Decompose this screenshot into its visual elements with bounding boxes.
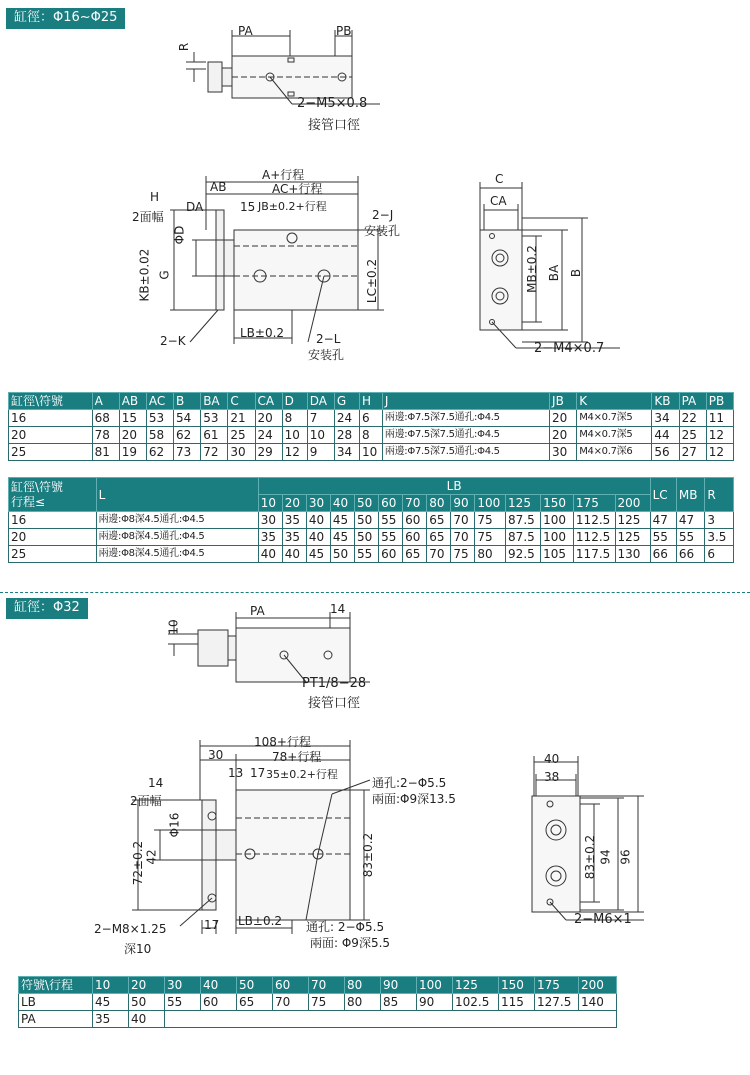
table-cell: M4×0.7深6 — [577, 444, 652, 461]
dim-ac-label: AC+行程 — [272, 182, 323, 196]
dim-83-label: 83±0.2 — [361, 832, 376, 878]
spec-table-2 — [8, 477, 734, 563]
table-cell: 8 — [282, 410, 307, 427]
table-cell: 47 — [650, 512, 676, 529]
table-cell: 87.5 — [506, 512, 541, 529]
table2-stroke-header: 10 — [258, 495, 282, 512]
table-row — [9, 444, 734, 461]
table-cell: 55 — [379, 512, 403, 529]
table3-stroke-header: 40 — [201, 977, 237, 994]
table-cell: 9 — [307, 444, 334, 461]
table-cell: 60 — [403, 512, 427, 529]
table-cell: 22 — [679, 410, 706, 427]
table-cell: 20 — [119, 427, 146, 444]
table1-header-cell: H — [359, 393, 382, 410]
table-cell: 16 — [9, 410, 93, 427]
dim-15-label: 15 — [240, 200, 256, 214]
dim-pb-label: PB — [336, 24, 352, 38]
table2-header-lb: LB — [258, 478, 650, 495]
table1-header-cell: C — [228, 393, 255, 410]
table-cell: 70 — [273, 994, 309, 1011]
dim-phi-d-label: ΦD — [172, 225, 187, 245]
table3-stroke-header: 70 — [309, 977, 345, 994]
table1-header-cell: J — [382, 393, 549, 410]
table-cell: 12 — [706, 444, 733, 461]
table-cell: 80 — [345, 994, 381, 1011]
callout-m4: 2−M4×0.7 — [534, 341, 605, 356]
dim-a-label: A+行程 — [262, 168, 305, 182]
callout-through-hole-top: 通孔:2−Φ5.5 — [372, 776, 447, 790]
table1-header-cell: PA — [679, 393, 706, 410]
table-cell: 70 — [451, 529, 475, 546]
table-cell: 19 — [119, 444, 146, 461]
dim-10-label: 10 — [166, 619, 181, 635]
dim-ca-label: CA — [490, 194, 507, 208]
table2-stroke-header: 200 — [615, 495, 650, 512]
table3-stroke-header: 200 — [579, 977, 617, 994]
table-cell: 60 — [201, 994, 237, 1011]
table2-stroke-header: 50 — [355, 495, 379, 512]
label-2-face-width: 2面幅 — [132, 210, 164, 224]
table-cell: 兩邊:Φ8深4.5通孔:Φ4.5 — [96, 529, 258, 546]
table-cell: 16 — [9, 512, 97, 529]
dim-jb-label: JB±0.2+行程 — [258, 200, 327, 213]
callout-port-caption-32: 接管口徑 — [308, 696, 361, 711]
table-cell: 10 — [282, 427, 307, 444]
table-cell: 100 — [541, 529, 574, 546]
table-cell: 56 — [652, 444, 679, 461]
table-cell: 66 — [676, 546, 704, 563]
table-cell: 78 — [92, 427, 119, 444]
table-row — [19, 994, 617, 1011]
section-title-bore-32: 缸徑：Φ32 — [6, 598, 88, 619]
table-cell: 兩邊:Φ8深4.5通孔:Φ4.5 — [96, 546, 258, 563]
dim-17b-label: 17 — [204, 918, 220, 932]
table-cell: 50 — [129, 994, 165, 1011]
table-cell: 70 — [451, 512, 475, 529]
dim-kb-label: KB±0.02 — [137, 248, 152, 302]
table3-stroke-header: 150 — [499, 977, 535, 994]
table3-stroke-header: 60 — [273, 977, 309, 994]
callout-through-hole-bottom: 通孔: 2−Φ5.5 — [306, 920, 385, 934]
table2-header-lc: LC — [650, 478, 676, 512]
table-cell: 34 — [334, 444, 359, 461]
table-cell: 68 — [92, 410, 119, 427]
section-title-bore-16-25: 缸徑：Φ16~Φ25 — [6, 8, 125, 29]
dim-lc-label: LC±0.2 — [365, 258, 380, 304]
table-cell-empty — [165, 1011, 617, 1028]
table-cell: 29 — [255, 444, 282, 461]
table1-header-cell: AC — [146, 393, 173, 410]
table-row — [9, 546, 734, 563]
table1-header-cell: KB — [652, 393, 679, 410]
dim-42-label: 42 — [144, 849, 159, 865]
table-cell: 20 — [550, 427, 577, 444]
dim-lb-label: LB±0.2 — [240, 326, 285, 340]
dim-lb-label-32: LB±0.2 — [238, 914, 283, 928]
callout-2l-caption: 安装孔 — [308, 348, 345, 362]
table-cell: 112.5 — [573, 512, 615, 529]
table-cell: M4×0.7深5 — [577, 427, 652, 444]
table-cell: 45 — [306, 546, 330, 563]
table-cell: 70 — [427, 546, 451, 563]
table3-stroke-header: 50 — [237, 977, 273, 994]
dim-b-label: B — [569, 268, 584, 278]
callout-m8-depth: 深10 — [124, 942, 152, 956]
table-cell: 62 — [174, 427, 201, 444]
table-cell: 125 — [615, 529, 650, 546]
table-cell: 30 — [258, 512, 282, 529]
callout-counterbore-top: 兩面:Φ9深13.5 — [372, 792, 456, 806]
dim-78-label: 78+行程 — [272, 750, 322, 764]
table-cell: 65 — [237, 994, 273, 1011]
table-cell: 75 — [309, 994, 345, 1011]
table-cell: 兩邊:Φ7.5深7.5通孔:Φ4.5 — [382, 427, 549, 444]
callout-m6: 2−M6×1 — [574, 912, 632, 927]
dim-c-label: C — [495, 172, 504, 186]
table1-header-cell: BA — [201, 393, 228, 410]
table-cell: 12 — [706, 427, 733, 444]
callout-2k: 2−K — [160, 334, 186, 348]
table2-stroke-header: 30 — [306, 495, 330, 512]
dim-pa-label: PA — [238, 24, 253, 38]
table-cell: 125 — [615, 512, 650, 529]
table-cell: 40 — [129, 1011, 165, 1028]
table3-header-cell: 符號\行程 — [19, 977, 93, 994]
table-cell: 25 — [9, 444, 93, 461]
dim-96-label: 96 — [618, 849, 633, 865]
table-cell: 15 — [119, 410, 146, 427]
table2-stroke-header: 90 — [451, 495, 475, 512]
table-cell: 75 — [475, 529, 506, 546]
table3-stroke-header: 175 — [535, 977, 579, 994]
table-cell: 60 — [403, 529, 427, 546]
callout-pt18-port: PT1/8−28 — [302, 676, 367, 691]
table-cell: 12 — [282, 444, 307, 461]
table-cell: 25 — [679, 427, 706, 444]
table-cell: 兩邊:Φ7.5深7.5通孔:Φ4.5 — [382, 410, 549, 427]
table-cell: 62 — [146, 444, 173, 461]
table-cell: 72 — [201, 444, 228, 461]
dim-da-label: DA — [186, 200, 204, 214]
top-view-drawing-16-25 — [170, 22, 410, 132]
table-cell: PA — [19, 1011, 93, 1028]
dim-ab-label: AB — [210, 180, 227, 194]
table3-stroke-header: 125 — [453, 977, 499, 994]
table-cell: 112.5 — [573, 529, 615, 546]
table-cell: 61 — [201, 427, 228, 444]
dim-38-label: 38 — [544, 770, 560, 784]
table1-header-cell: CA — [255, 393, 282, 410]
table1-header-cell: A — [92, 393, 119, 410]
spec-table-3 — [18, 976, 617, 1028]
table-row — [19, 1011, 617, 1028]
table-row — [9, 529, 734, 546]
top-view-drawing-32 — [160, 606, 380, 706]
table-cell: 55 — [650, 529, 676, 546]
dim-13-label: 13 — [228, 766, 244, 780]
table-cell: 102.5 — [453, 994, 499, 1011]
dim-r-label: R — [177, 42, 192, 52]
table-cell: 21 — [228, 410, 255, 427]
table-cell: 27 — [679, 444, 706, 461]
table-cell: 115 — [499, 994, 535, 1011]
table2-header-r: R — [705, 478, 734, 512]
table3-stroke-header: 90 — [381, 977, 417, 994]
callout-2l: 2−L — [316, 332, 341, 346]
table-cell: 40 — [306, 529, 330, 546]
callout-2j: 2−J — [372, 208, 394, 222]
callout-m8: 2−M8×1.25 — [94, 922, 167, 936]
table-cell: 11 — [706, 410, 733, 427]
table-cell: 25 — [9, 546, 97, 563]
callout-m5-port: 2−M5×0.8 — [297, 96, 368, 111]
table-cell: 3.5 — [705, 529, 734, 546]
table-row — [9, 410, 734, 427]
table-cell: 85 — [381, 994, 417, 1011]
table-cell: 28 — [334, 427, 359, 444]
callout-port-caption: 接管口徑 — [308, 118, 361, 133]
table2-stroke-header: 80 — [427, 495, 451, 512]
table-cell: 35 — [258, 529, 282, 546]
table2-stroke-header: 100 — [475, 495, 506, 512]
table-cell: 44 — [652, 427, 679, 444]
table-cell: 75 — [451, 546, 475, 563]
table-cell: 10 — [307, 427, 334, 444]
table-cell: 6 — [705, 546, 734, 563]
dim-h-label: H — [150, 190, 160, 204]
label-2-face-width-32: 2面幅 — [130, 794, 162, 808]
table-cell: 90 — [417, 994, 453, 1011]
table2-header-bore: 缸徑\符號 — [11, 479, 64, 494]
table3-stroke-header: 10 — [93, 977, 129, 994]
table1-header-cell: JB — [550, 393, 577, 410]
table-cell: 20 — [9, 427, 93, 444]
dim-ba-label: BA — [547, 264, 562, 282]
table-cell: 25 — [228, 427, 255, 444]
dim-83-side-label: 83±0.2 — [583, 834, 598, 880]
table-cell: 24 — [334, 410, 359, 427]
table2-header-mb: MB — [676, 478, 704, 512]
table-cell: 55 — [165, 994, 201, 1011]
table1-header-cell: 缸徑\符號 — [9, 393, 93, 410]
table-cell: 3 — [705, 512, 734, 529]
callout-2j-caption: 安装孔 — [364, 224, 401, 238]
table-cell: 80 — [475, 546, 506, 563]
table-cell: 66 — [650, 546, 676, 563]
table-cell: 55 — [379, 529, 403, 546]
table-row — [9, 512, 734, 529]
table-cell: 92.5 — [506, 546, 541, 563]
table-cell: 81 — [92, 444, 119, 461]
table-cell: 30 — [228, 444, 255, 461]
section-divider — [0, 592, 750, 593]
table-cell: 20 — [550, 410, 577, 427]
table-cell: 40 — [306, 512, 330, 529]
table-cell: 54 — [174, 410, 201, 427]
table3-stroke-header: 80 — [345, 977, 381, 994]
table-cell: 8 — [359, 427, 382, 444]
dim-g-label: G — [157, 270, 172, 280]
dim-phi16-label: Φ16 — [167, 812, 182, 838]
table-cell: 35 — [93, 1011, 129, 1028]
table-cell: 35 — [282, 512, 306, 529]
table-cell: 140 — [579, 994, 617, 1011]
table-cell: 55 — [676, 529, 704, 546]
table-cell: 127.5 — [535, 994, 579, 1011]
table-cell: 24 — [255, 427, 282, 444]
table-cell: 47 — [676, 512, 704, 529]
table3-stroke-header: 30 — [165, 977, 201, 994]
table2-stroke-header: 70 — [403, 495, 427, 512]
table-cell: 20 — [255, 410, 282, 427]
table1-header-cell: PB — [706, 393, 733, 410]
table1-header-cell: D — [282, 393, 307, 410]
table-cell: M4×0.7深5 — [577, 410, 652, 427]
dim-30-label: 30 — [208, 748, 224, 762]
table2-stroke-header: 150 — [541, 495, 574, 512]
table2-header-l: L — [96, 478, 258, 512]
table-row — [9, 427, 734, 444]
dim-14-label: 14 — [148, 776, 164, 790]
table-cell: 6 — [359, 410, 382, 427]
spec-table-1 — [8, 392, 734, 461]
table-cell: 45 — [330, 512, 354, 529]
table-cell: 53 — [201, 410, 228, 427]
dim-17-label: 17 — [250, 766, 266, 780]
table-cell: 73 — [174, 444, 201, 461]
table1-header-cell: K — [577, 393, 652, 410]
table-cell: 50 — [355, 529, 379, 546]
table-cell: LB — [19, 994, 93, 1011]
table1-header-cell: AB — [119, 393, 146, 410]
table-cell: 兩邊:Φ8深4.5通孔:Φ4.5 — [96, 512, 258, 529]
dim-40-label: 40 — [544, 752, 560, 766]
table2-stroke-header: 40 — [330, 495, 354, 512]
table-cell: 兩邊:Φ7.5深7.5通孔:Φ4.5 — [382, 444, 549, 461]
table-cell: 130 — [615, 546, 650, 563]
dim-108-label: 108+行程 — [254, 735, 311, 749]
table-cell: 7 — [307, 410, 334, 427]
callout-counterbore-bottom: 兩面: Φ9深5.5 — [310, 936, 391, 950]
table-cell: 65 — [427, 529, 451, 546]
table3-stroke-header: 100 — [417, 977, 453, 994]
table-cell: 65 — [403, 546, 427, 563]
table-cell: 20 — [9, 529, 97, 546]
dim-94-label: 94 — [598, 849, 613, 865]
table2-header-stroke: 行程≤ — [11, 494, 46, 509]
dim-35-label: 35±0.2+行程 — [266, 768, 338, 781]
dim-pa-label-32: PA — [250, 604, 265, 618]
table2-stroke-header: 20 — [282, 495, 306, 512]
table-cell: 117.5 — [573, 546, 615, 563]
table-cell: 34 — [652, 410, 679, 427]
table-cell: 87.5 — [506, 529, 541, 546]
table-cell: 75 — [475, 512, 506, 529]
table-cell: 40 — [258, 546, 282, 563]
table2-stroke-header: 125 — [506, 495, 541, 512]
table-cell: 45 — [93, 994, 129, 1011]
table-cell: 58 — [146, 427, 173, 444]
dim-14-top-label: 14 — [330, 602, 346, 616]
table-cell: 50 — [330, 546, 354, 563]
table-cell: 10 — [359, 444, 382, 461]
table1-header-cell: DA — [307, 393, 334, 410]
table-cell: 100 — [541, 512, 574, 529]
table1-header-cell: G — [334, 393, 359, 410]
table-cell: 35 — [282, 529, 306, 546]
table-cell: 60 — [379, 546, 403, 563]
table1-header-cell: B — [174, 393, 201, 410]
table2-stroke-header: 175 — [573, 495, 615, 512]
dim-mb-label: MB±0.2 — [524, 245, 539, 293]
table-cell: 30 — [550, 444, 577, 461]
table-cell: 45 — [330, 529, 354, 546]
table2-stroke-header: 60 — [379, 495, 403, 512]
table-cell: 65 — [427, 512, 451, 529]
table-cell: 55 — [355, 546, 379, 563]
dim-72-label: 72±0.2 — [131, 840, 146, 886]
table3-stroke-header: 20 — [129, 977, 165, 994]
table-cell: 105 — [541, 546, 574, 563]
table-cell: 50 — [355, 512, 379, 529]
table-cell: 40 — [282, 546, 306, 563]
table-cell: 53 — [146, 410, 173, 427]
